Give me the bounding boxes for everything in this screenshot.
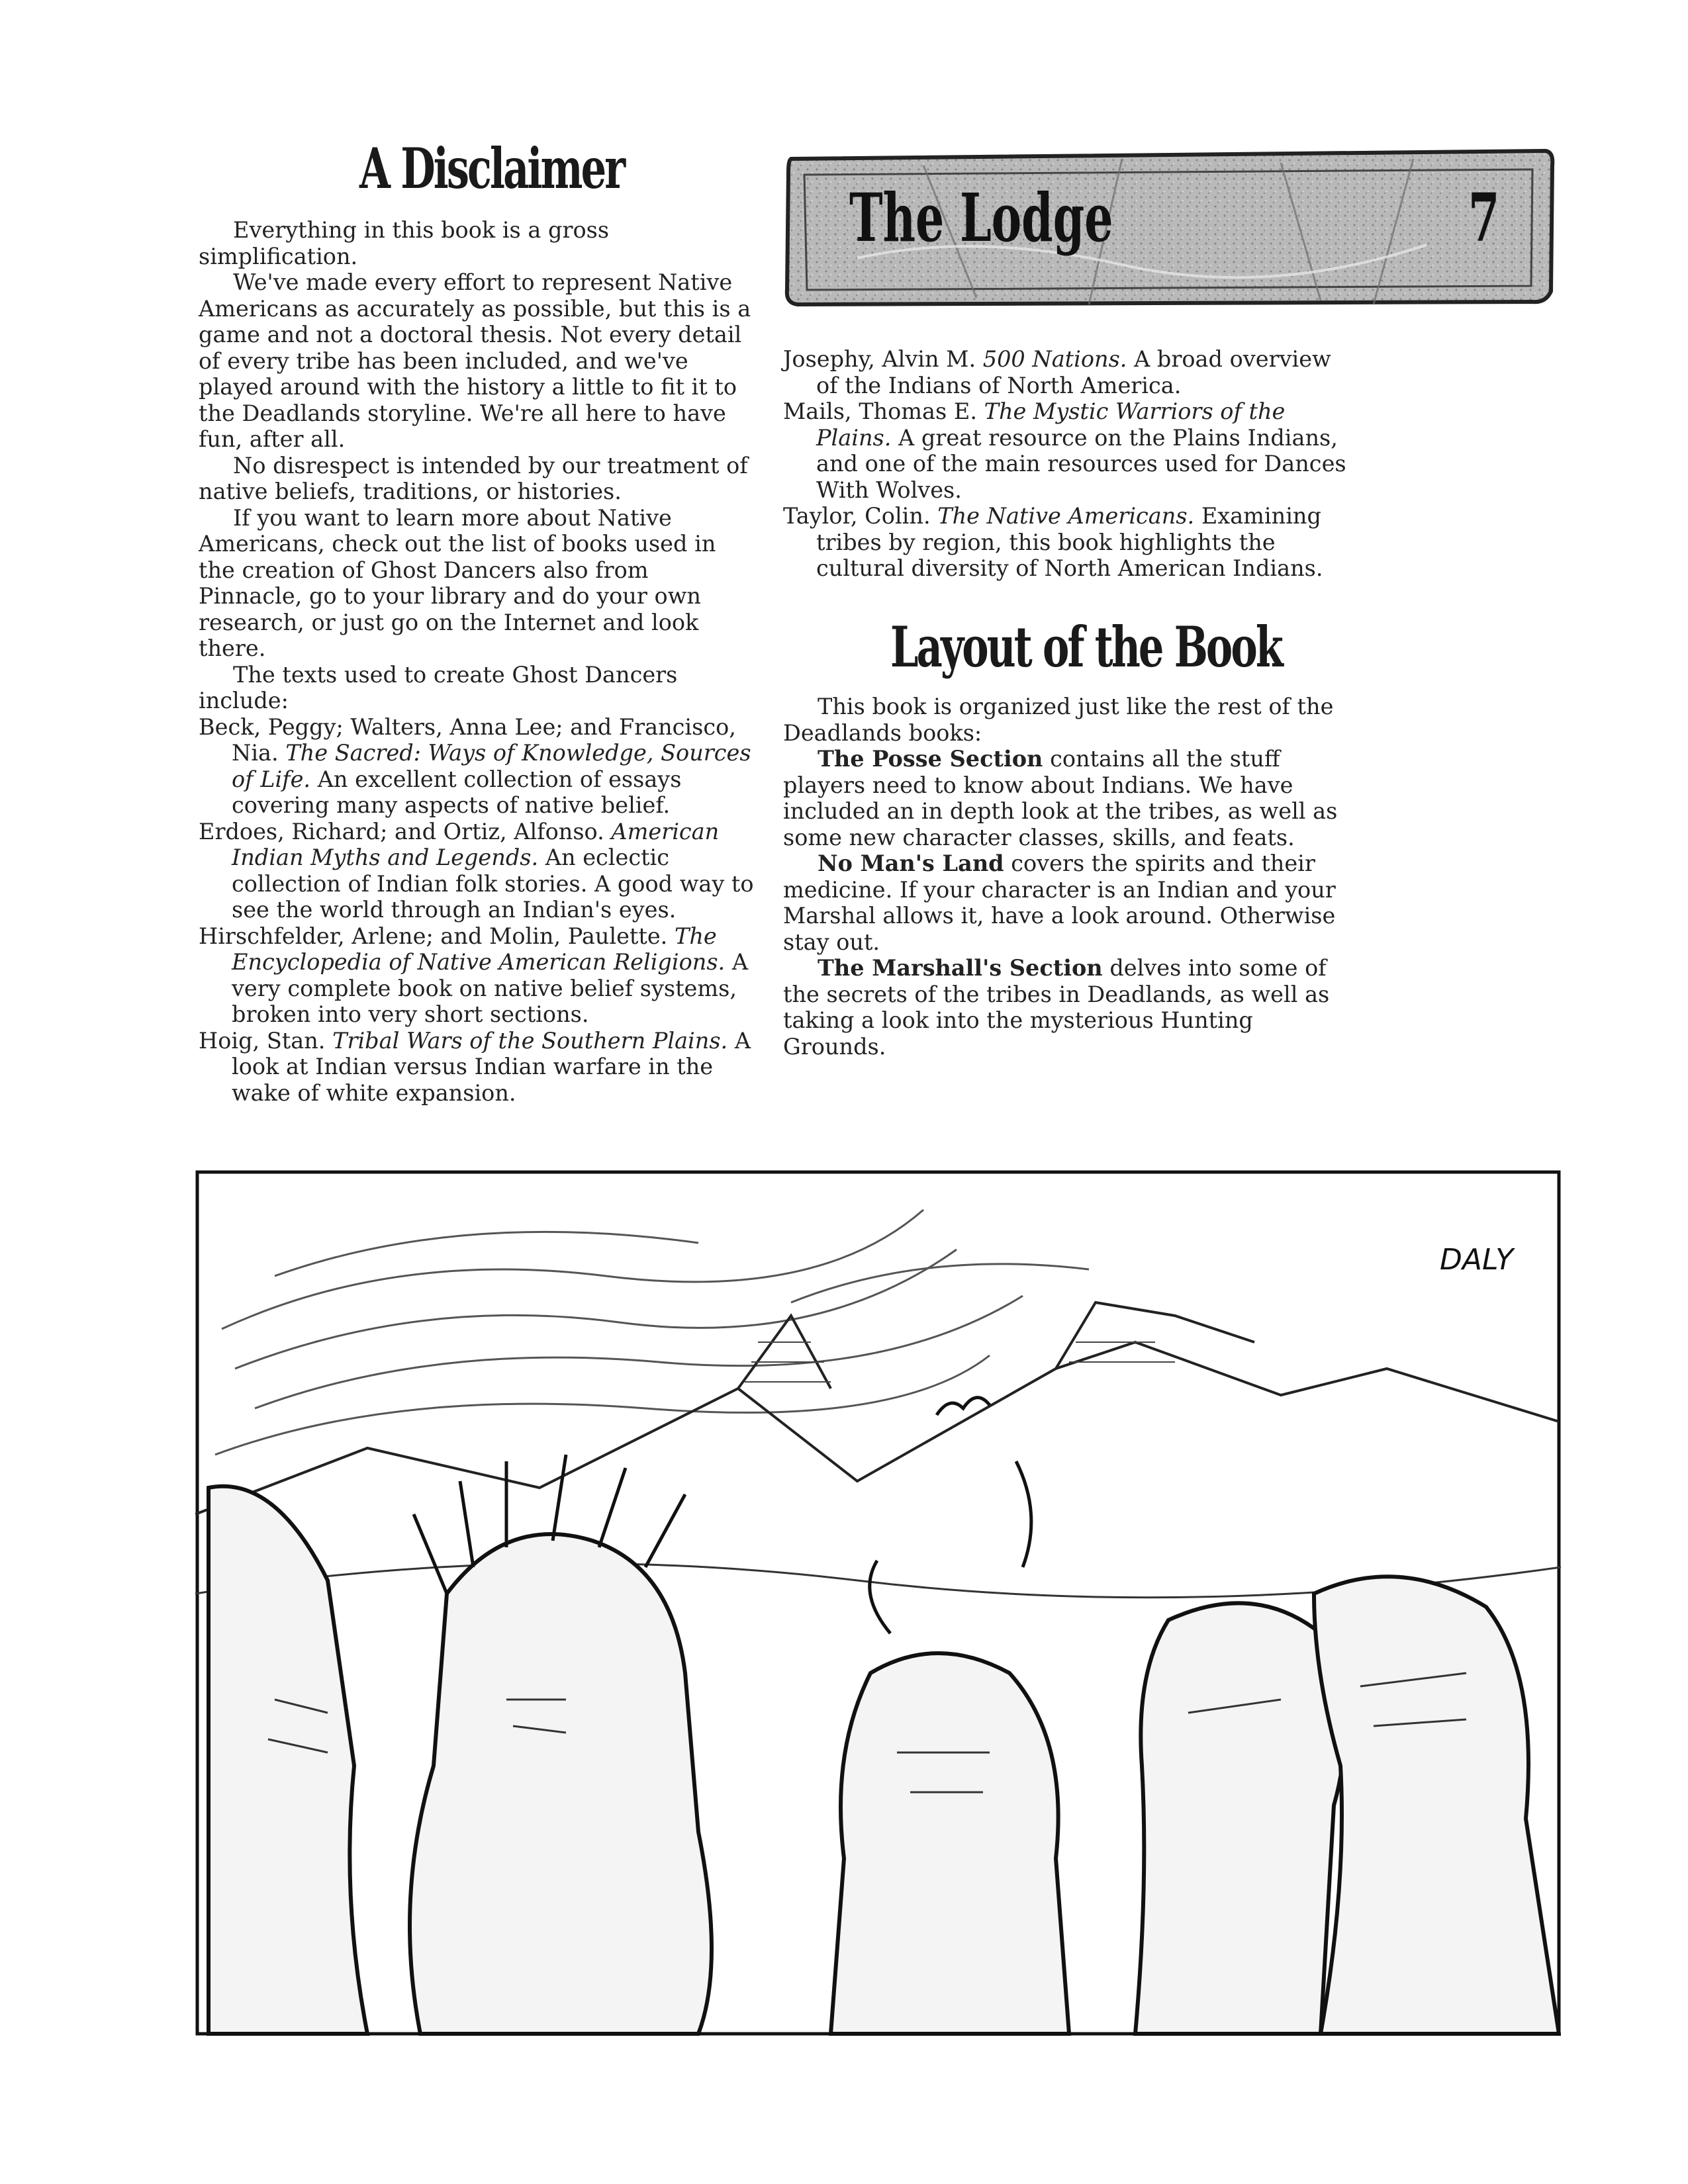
disclaimer-paragraph-4: If you want to learn more about Native Americans, check out the list of books used in the creation of Ghost Dancers also from Pinnacle, go to your library and do your own research, or just go on the Internet and look there. <box>199 504 716 661</box>
reference-entry: Mails, Thomas E. The Mystic Warriors of the Plains. A great resource on the Plains Indians, and one of the main resources used for Dances With Wolves. <box>783 398 1346 503</box>
reference-entry: Erdoes, Richard; and Ortiz, Alfonso. American Indian Myths and Legends. An eclectic collection of Indian folk stories. A good way to see the world through an Indian's eyes. <box>199 818 754 923</box>
native-warriors-illustration <box>195 1170 1561 2036</box>
reference-entry: Hirschfelder, Arlene; and Molin, Paulette. The Encyclopedia of Native American Religions. A very complete book on native belief systems, broken into very short sections. <box>199 923 749 1027</box>
layout-item-marshall: The Marshall's Section delves into some of the secrets of the tribes in Deadlands, as well as taking a look into the mysterious Hunting Grounds. <box>783 955 1330 1060</box>
reference-entry: Taylor, Colin. The Native Americans. Examining tribes by region, this book highlights the cultural diversity of North American Indians. <box>783 503 1323 581</box>
banner-title: The Lodge <box>849 179 1113 257</box>
layout-intro: This book is organized just like the rest of the Deadlands books: <box>783 694 1334 746</box>
reference-entry: Hoig, Stan. Tribal Wars of the Southern Plains. A look at Indian versus Indian warfare in the wake of white expansion. <box>199 1027 751 1106</box>
disclaimer-paragraph-1: Everything in this book is a gross simplification. <box>199 217 610 269</box>
layout-item-no-mans-land: No Man's Land covers the spirits and their medicine. If your character is an Indian and your Marshal allows it, have a look around. Otherwise stay out. <box>783 850 1336 955</box>
disclaimer-heading: A Disclaimer <box>359 136 624 201</box>
artist-signature: DALY <box>1440 1243 1514 1277</box>
disclaimer-paragraph-5: The texts used to create Ghost Dancers include: <box>199 661 678 713</box>
right-column-references <box>783 346 1352 582</box>
layout-item-posse: The Posse Section contains all the stuff players need to know about Indians. We have included an in depth look at the tribes, as well as some new character classes, skills, and feats. <box>783 746 1338 850</box>
disclaimer-paragraph-3: No disrespect is intended by our treatment of native beliefs, traditions, or histories. <box>199 452 748 504</box>
section-banner <box>778 139 1562 312</box>
reference-entry: Beck, Peggy; Walters, Anna Lee; and Francisco, Nia. The Sacred: Ways of Knowledge, Sources of Life. An excellent collection of essays covering many aspects of native belief. <box>199 713 751 818</box>
disclaimer-paragraph-2: We've made every effort to represent Native Americans as accurately as possible, but this is a game and not a doctoral thesis. Not every detail of every tribe has been included, and we've played around with the history a little to fit it to the Deadlands storyline. We're all here to have fun, after all. <box>199 269 751 452</box>
left-column <box>199 217 758 1106</box>
reference-entry: Josephy, Alvin M. 500 Nations. A broad overview of the Indians of North America. <box>783 346 1331 398</box>
layout-heading: Layout of the Book <box>890 614 1282 680</box>
page-number: 7 <box>1468 179 1500 257</box>
layout-section <box>783 694 1352 1060</box>
illustration-art <box>195 1170 1561 2036</box>
